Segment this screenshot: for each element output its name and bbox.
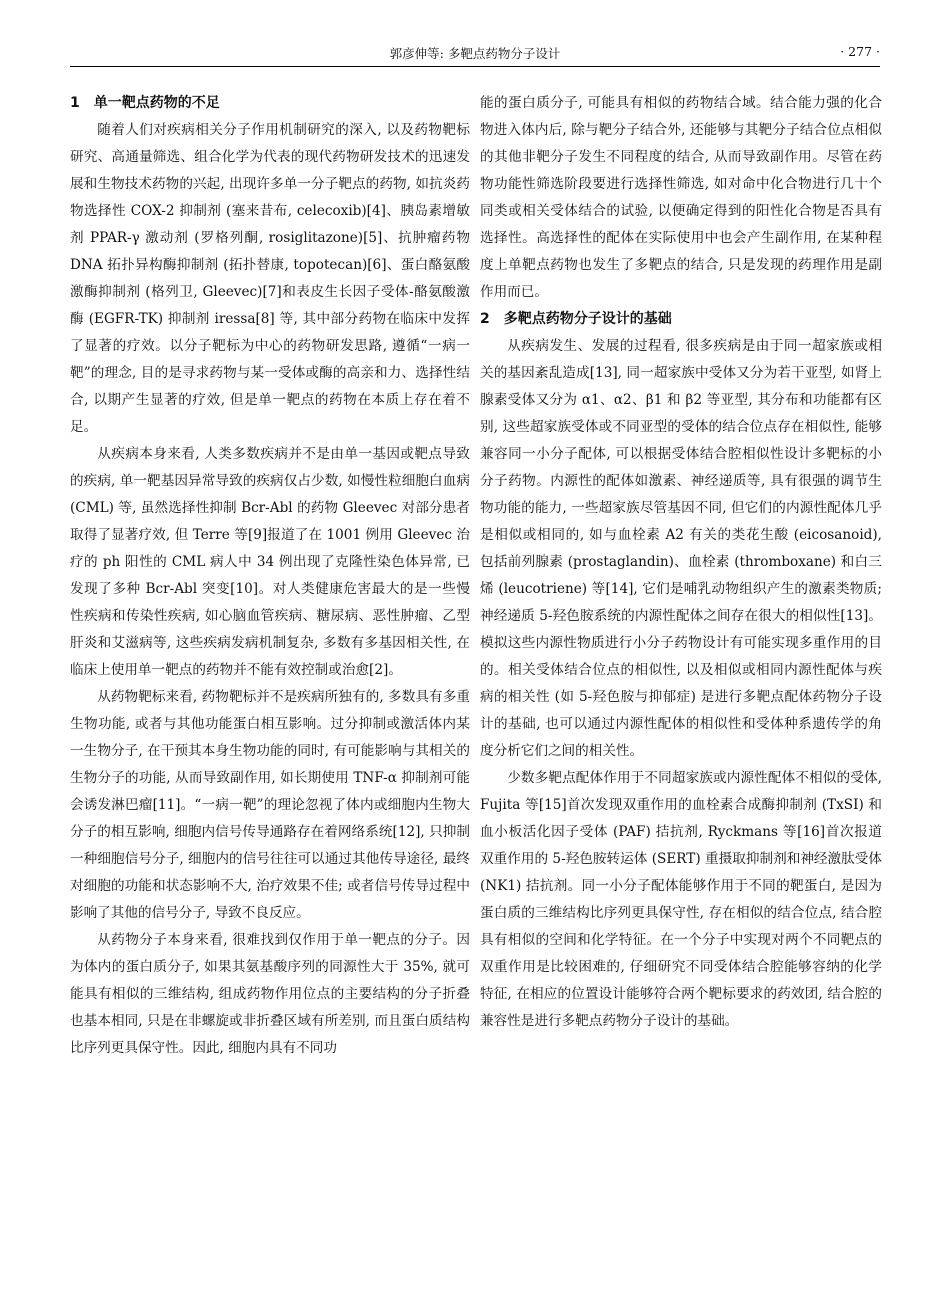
running-header: [70, 40, 880, 67]
left-column: [70, 90, 470, 1062]
section-2-heading: 2 多靶点药物分子设计的基础: [480, 311, 672, 327]
running-title: 郭彦伸等: 多靶点药物分子设计: [389, 46, 561, 61]
section-2-paragraph-2: 少数多靶点配体作用于不同超家族或内源性配体不相似的受体, Fujita 等[15]首次发现双重作用的血栓素合成酶抑制剂 (TxSI) 和血小板活化因子受体 (PAF) 拮抗剂, Ryckmans 等[16]首次报道双重作用的 5-羟色胺转运体 (SERT) 重摄取抑制剂和神经激肽受体 (NK1) 拮抗剂。同一小分子配体能够作用于不同的靶蛋白, 是因为蛋白质的三维结构比序列更具保守性, 存在相似的结合位点, 结合腔具有相似的空间和化学特征。在一个分子中实现对两个不同靶点的双重作用是比较困难的, 仔细研究不同受体结合腔能够容纳的化学特征, 在相应的位置设计能够符合两个靶标要求的药效团, 结合腔的兼容性是进行多靶点药物分子设计的基础。: [480, 770, 882, 1029]
page-number: · 277 ·: [840, 44, 880, 59]
section-1-paragraph-3: 从药物靶标来看, 药物靶标并不是疾病所独有的, 多数具有多重生物功能, 或者与其他功能蛋白相互影响。过分抑制或激活体内某一生物分子, 在干预其本身生物功能的同时, 有可能影响与其相关的生物分子的功能, 从而导致副作用, 如长期使用 TNF-α 抑制剂可能会诱发淋巴瘤[11]。“一病一靶”的理论忽视了体内或细胞内生物大分子的相互影响, 细胞内信号传导通路存在着网络系统[12], 只抑制一种细胞信号分子, 细胞内的信号往往可以通过其他传导途径, 最终对细胞的功能和状态影响不大, 治疗效果不佳; 或者信号传导过程中影响了其他的信号分子, 导致不良反应。: [70, 689, 470, 921]
section-1-paragraph-2: 从疾病本身来看, 人类多数疾病并不是由单一基因或靶点导致的疾病, 单一靶基因异常导致的疾病仅占少数, 如慢性粒细胞白血病 (CML) 等, 虽然选择性抑制 Bcr-Abl 的药物 Gleevec 对部分患者取得了显著疗效, 但 Terre 等[9]报道了在 1001 例用 Gleevec 治疗的 ph 阳性的 CML 病人中 34 例出现了克隆性染色体异常, 已发现了多种 Bcr-Abl 突变[10]。对人类健康危害最大的是一些慢性疾病和传染性疾病, 如心脑血管疾病、糖尿病、恶性肿瘤、乙型肝炎和艾滋病等, 这些疾病发病机制复杂, 多数有多基因相关性, 在临床上使用单一靶点的药物并不能有效控制或治愈[2]。: [70, 446, 470, 678]
right-column: [480, 90, 882, 1035]
section-1-paragraph-1: 随着人们对疾病相关分子作用机制研究的深入, 以及药物靶标研究、高通量筛选、组合化学为代表的现代药物研发技术的迅速发展和生物技术药物的兴起, 出现许多单一分子靶点的药物, 如抗炎药物选择性 COX-2 抑制剂 (塞来昔布, celecoxib)[4]、胰岛素增敏剂 PPAR-γ 激动剂 (罗格列酮, rosiglitazone)[5]、抗肿瘤药物 DNA 拓扑异构酶抑制剂 (拓扑替康, topotecan)[6]、蛋白酪氨酸激酶抑制剂 (格列卫, Gleevec)[7]和表皮生长因子受体-酪氨酸激酶 (EGFR-TK) 抑制剂 iressa[8] 等, 其中部分药物在临床中发挥了显著的疗效。以分子靶标为中心的药物研发思路, 遵循“一病一靶”的理念, 目的是寻求药物与某一受体或酶的高亲和力、选择性结合, 以期产生显著的疗效, 但是单一靶点的药物在本质上存在着不足。: [70, 122, 470, 435]
section-1-paragraph-4: 从药物分子本身来看, 很难找到仅作用于单一靶点的分子。因为体内的蛋白质分子, 如果其氨基酸序列的同源性大于 35%, 就可能具有相似的三维结构, 组成药物作用位点的主要结构的分子折叠也基本相同, 只是在非螺旋或非折叠区域有所差别, 而且蛋白质结构比序列更具保守性。因此, 细胞内具有不同功: [70, 932, 470, 1056]
section-1-paragraph-4-continued: 能的蛋白质分子, 可能具有相似的药物结合域。结合能力强的化合物进入体内后, 除与靶分子结合外, 还能够与其靶分子结合位点相似的其他非靶分子发生不同程度的结合, 从而导致副作用。尽管在药物功能性筛选阶段要进行选择性筛选, 如对命中化合物进行几十个同类或相关受体结合的试验, 以便确定得到的阳性化合物是否具有选择性。高选择性的配体在实际使用中也会产生副作用, 在某种程度上单靶点药物也发生了多靶点的结合, 只是发现的药理作用是副作用而已。: [480, 95, 882, 300]
section-1-heading: 1 单一靶点药物的不足: [70, 95, 220, 111]
section-2-paragraph-1: 从疾病发生、发展的过程看, 很多疾病是由于同一超家族或相关的基因紊乱造成[13], 同一超家族中受体又分为若干亚型, 如肾上腺素受体又分为 α1、α2、β1 和 β2 等亚型, 其分布和功能都有区别, 这些超家族受体或不同亚型的受体的结合位点存在相似性, 能够兼容同一小分子配体, 可以根据受体结合腔相似性设计多靶标的小分子药物。内源性的配体如激素、神经递质等, 具有很强的调节生物功能的能力, 一些超家族尽管基因不同, 但它们的内源性配体几乎是相似或相同的, 如与血栓素 A2 有关的类花生酸 (eicosanoid), 包括前列腺素 (prostaglandin)、血栓素 (thromboxane) 和白三烯 (leucotriene) 等[14], 它们是哺乳动物组织产生的激素类物质; 神经递质 5-羟色胺系统的内源性配体之间存在很大的相似性[13]。模拟这些内源性物质进行小分子药物设计有可能实现多重作用的目的。相关受体结合位点的相似性, 以及相似或相同内源性配体与疾病的相关性 (如 5-羟色胺与抑郁症) 是进行多靶点配体药物分子设计的基础, 也可以通过内源性配体的相似性和受体种系遗传学的角度分析它们之间的相关性。: [480, 338, 882, 759]
